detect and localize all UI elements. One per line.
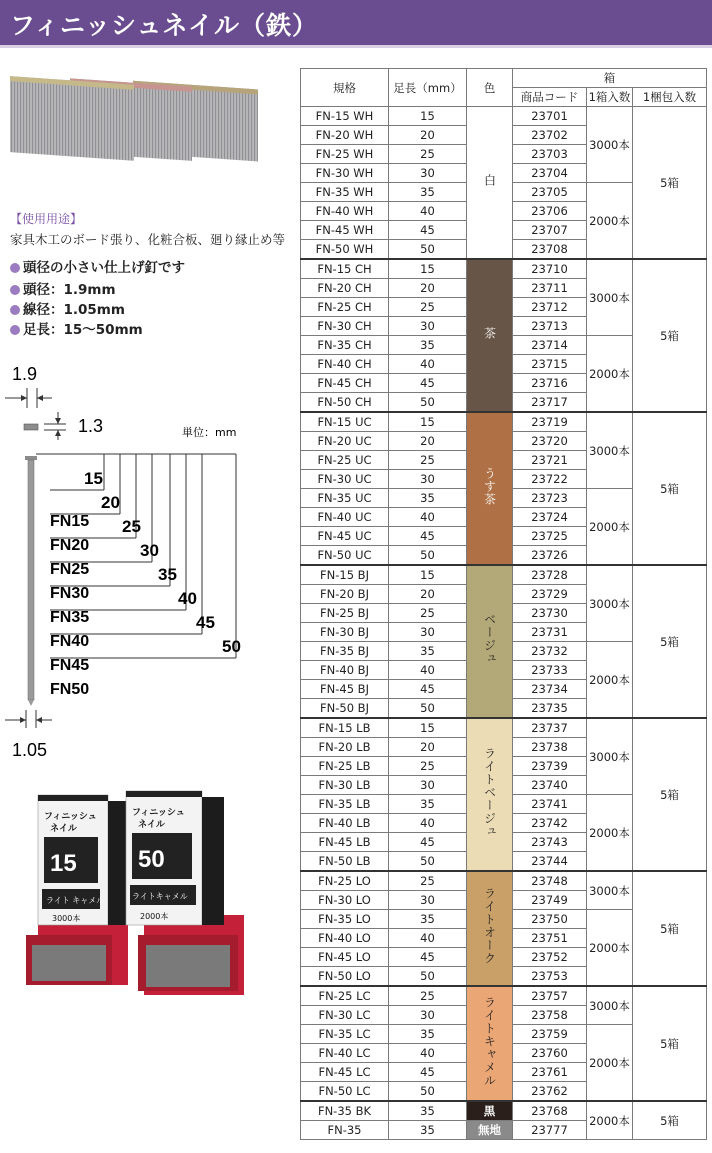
- spec-cell: FN-50 UC: [301, 546, 389, 566]
- per-box-cell: 2000本: [587, 489, 633, 566]
- length-cell: 35: [389, 795, 467, 814]
- per-box-cell: 2000本: [587, 910, 633, 987]
- model-label: FN45: [50, 657, 90, 674]
- length-cell: 30: [389, 164, 467, 183]
- svg-text:ネイル: ネイル: [50, 824, 77, 834]
- bullet-icon: [10, 325, 20, 335]
- spec-cell: FN-45 LO: [301, 948, 389, 967]
- product-code-cell: 23729: [513, 585, 587, 604]
- usage-text: 家具木工のボード張り、化粧合板、廻り縁止め等: [10, 232, 286, 247]
- length-cell: 45: [389, 948, 467, 967]
- length-cell: 25: [389, 604, 467, 623]
- length-cell: 40: [389, 202, 467, 221]
- head-width-label: 1.9: [12, 364, 38, 384]
- length-cell: 25: [389, 298, 467, 317]
- table-row: [301, 871, 707, 891]
- spec-cell: FN-45 LB: [301, 833, 389, 852]
- product-code-cell: 23751: [513, 929, 587, 948]
- color-label: 茶: [482, 326, 497, 340]
- length-cell: 20: [389, 432, 467, 451]
- length-cell: 50: [389, 1082, 467, 1102]
- spec-cell: FN-40 CH: [301, 355, 389, 374]
- spec-cell: FN-25 UC: [301, 451, 389, 470]
- table-row: [301, 107, 707, 126]
- product-code-cell: 23741: [513, 795, 587, 814]
- per-box-cell: 2000本: [587, 1101, 633, 1140]
- product-code-cell: 23761: [513, 1063, 587, 1082]
- product-code-cell: 23730: [513, 604, 587, 623]
- nail-strips-photo: [8, 70, 268, 180]
- product-code-cell: 23760: [513, 1044, 587, 1063]
- spec-cell: FN-30 UC: [301, 470, 389, 489]
- per-box-cell: 3000本: [587, 718, 633, 795]
- spec-cell: FN-35 LO: [301, 910, 389, 929]
- spec-cell: FN-40 LO: [301, 929, 389, 948]
- length-cell: 40: [389, 1044, 467, 1063]
- model-label: FN15: [50, 513, 90, 530]
- color-label: ライトオーク: [482, 887, 497, 965]
- usage-heading: 【使用用途】: [10, 212, 83, 226]
- model-label: FN25: [50, 561, 90, 578]
- per-box-cell: 3000本: [587, 565, 633, 642]
- spec-cell: FN-50 CH: [301, 393, 389, 413]
- length-cell: 40: [389, 814, 467, 833]
- length-cell: 25: [389, 986, 467, 1006]
- color-cell: 黒: [467, 1101, 513, 1121]
- length-label: 45: [196, 613, 215, 632]
- product-code-cell: 23705: [513, 183, 587, 202]
- model-label: FN35: [50, 609, 90, 626]
- length-cell: 50: [389, 393, 467, 413]
- spec-cell: FN-15 BJ: [301, 565, 389, 585]
- page-title: フィニッシュネイル（鉄）: [10, 11, 319, 40]
- color-cell: [467, 107, 513, 260]
- spec-cell: FN-45 UC: [301, 527, 389, 546]
- svg-text:50: 50: [138, 846, 165, 873]
- product-box-15: [26, 795, 128, 985]
- spec-cell: FN-25 WH: [301, 145, 389, 164]
- spec-cell: FN-45 BJ: [301, 680, 389, 699]
- length-cell: 35: [389, 642, 467, 661]
- length-cell: 20: [389, 279, 467, 298]
- per-bundle-cell: 5箱: [633, 565, 707, 718]
- color-cell: [467, 565, 513, 718]
- length-cell: 40: [389, 661, 467, 680]
- product-code-cell: 23744: [513, 852, 587, 872]
- length-cell: 15: [389, 565, 467, 585]
- length-cell: 45: [389, 1063, 467, 1082]
- product-code-cell: 23719: [513, 412, 587, 432]
- product-code-cell: 23734: [513, 680, 587, 699]
- product-code-cell: 23708: [513, 240, 587, 260]
- per-box-cell: 3000本: [587, 107, 633, 183]
- length-cell: 25: [389, 757, 467, 776]
- svg-text:2000本: 2000本: [140, 912, 169, 921]
- color-label: ライトキャメル: [482, 995, 497, 1087]
- color-cell: [467, 871, 513, 986]
- product-code-cell: 23722: [513, 470, 587, 489]
- length-label: 15: [84, 469, 103, 488]
- length-cell: 30: [389, 891, 467, 910]
- spec-cell: FN-30 LB: [301, 776, 389, 795]
- length-cell: 45: [389, 374, 467, 393]
- spec-cell: FN-35 WH: [301, 183, 389, 202]
- spec-cell: FN-20 LB: [301, 738, 389, 757]
- product-code-cell: 23739: [513, 757, 587, 776]
- length-cell: 40: [389, 355, 467, 374]
- bullet-icon: [10, 305, 20, 315]
- table-row: [301, 412, 707, 432]
- spec-cell: FN-20 UC: [301, 432, 389, 451]
- length-label: 25: [122, 517, 141, 536]
- spec-cell: FN-15 CH: [301, 259, 389, 279]
- product-code-cell: 23757: [513, 986, 587, 1006]
- product-code-cell: 23720: [513, 432, 587, 451]
- length-cell: 50: [389, 699, 467, 719]
- spec-cell: FN-30 LC: [301, 1006, 389, 1025]
- product-code-cell: 23715: [513, 355, 587, 374]
- spec-cell: FN-40 WH: [301, 202, 389, 221]
- length-cell: 30: [389, 470, 467, 489]
- spec-cell: FN-50 LO: [301, 967, 389, 987]
- product-code-cell: 23749: [513, 891, 587, 910]
- spec-cell: FN-35 BJ: [301, 642, 389, 661]
- length-cell: 20: [389, 585, 467, 604]
- per-bundle-cell: 5箱: [633, 871, 707, 986]
- feature-item: 頭径：1.9mm: [10, 278, 116, 298]
- length-cell: 50: [389, 967, 467, 987]
- length-cell: 35: [389, 183, 467, 202]
- length-cell: 15: [389, 718, 467, 738]
- header-length: 足長（mm）: [389, 69, 467, 107]
- spec-cell: FN-45 WH: [301, 221, 389, 240]
- model-label: FN30: [50, 585, 90, 602]
- product-code-cell: 23724: [513, 508, 587, 527]
- head-height-label: 1.3: [78, 416, 104, 436]
- bullet-icon: [10, 263, 20, 273]
- length-cell: 35: [389, 910, 467, 929]
- spec-cell: FN-15 UC: [301, 412, 389, 432]
- svg-text:15: 15: [50, 850, 77, 877]
- spec-cell: FN-40 LC: [301, 1044, 389, 1063]
- feature-item: 線径：1.05mm: [10, 298, 125, 318]
- per-bundle-cell: 5箱: [633, 718, 707, 871]
- feature-item: 足長：15〜50mm: [10, 318, 143, 338]
- length-cell: 45: [389, 680, 467, 699]
- spec-cell: FN-30 BJ: [301, 623, 389, 642]
- product-code-cell: 23732: [513, 642, 587, 661]
- per-box-cell: 2000本: [587, 795, 633, 872]
- product-code-cell: 23717: [513, 393, 587, 413]
- product-code-cell: 23759: [513, 1025, 587, 1044]
- spec-cell: FN-30 WH: [301, 164, 389, 183]
- spec-cell: FN-40 BJ: [301, 661, 389, 680]
- length-cell: 25: [389, 871, 467, 891]
- spec-cell: FN-20 BJ: [301, 585, 389, 604]
- product-boxes-photo: [18, 785, 258, 1000]
- length-label: 20: [101, 493, 120, 512]
- color-cell: [467, 718, 513, 871]
- color-cell: [467, 986, 513, 1101]
- product-code-cell: 23758: [513, 1006, 587, 1025]
- length-cell: 25: [389, 451, 467, 470]
- spec-cell: FN-35: [301, 1121, 389, 1140]
- length-cell: 15: [389, 107, 467, 126]
- length-label: 50: [222, 637, 241, 656]
- spec-cell: FN-50 BJ: [301, 699, 389, 719]
- spec-cell: FN-50 WH: [301, 240, 389, 260]
- length-label: 40: [178, 589, 197, 608]
- product-code-cell: 23731: [513, 623, 587, 642]
- color-cell: 無地: [467, 1121, 513, 1140]
- length-cell: 50: [389, 546, 467, 566]
- header-spec: 規格: [301, 69, 389, 107]
- svg-text:3000本: 3000本: [52, 914, 81, 923]
- per-box-cell: 2000本: [587, 642, 633, 719]
- per-box-cell: 2000本: [587, 1025, 633, 1102]
- svg-text:ライトキャメル: ライトキャメル: [132, 892, 188, 901]
- spec-cell: FN-45 CH: [301, 374, 389, 393]
- length-cell: 35: [389, 489, 467, 508]
- header-per-bundle: 1梱包入数: [633, 88, 707, 107]
- length-cell: 45: [389, 833, 467, 852]
- per-box-cell: 2000本: [587, 183, 633, 260]
- product-code-cell: 23704: [513, 164, 587, 183]
- bullet-icon: [10, 285, 20, 295]
- header-product-code: 商品コード: [513, 88, 587, 107]
- product-code-cell: 23711: [513, 279, 587, 298]
- length-cell: 35: [389, 1121, 467, 1140]
- length-cell: 40: [389, 508, 467, 527]
- length-cell: 15: [389, 412, 467, 432]
- length-cell: 35: [389, 1101, 467, 1121]
- length-cell: 35: [389, 1025, 467, 1044]
- unit-label: 単位：mm: [182, 426, 237, 439]
- product-code-cell: 23738: [513, 738, 587, 757]
- length-label: 30: [140, 541, 159, 560]
- product-box-50: [126, 791, 244, 995]
- length-cell: 25: [389, 145, 467, 164]
- header-color: 色: [467, 69, 513, 107]
- per-bundle-cell: 5箱: [633, 1101, 707, 1140]
- color-label: ベージュ: [482, 613, 497, 665]
- product-code-cell: 23762: [513, 1082, 587, 1102]
- spec-cell: FN-30 LO: [301, 891, 389, 910]
- spec-cell: FN-50 LC: [301, 1082, 389, 1102]
- spec-cell: FN-40 LB: [301, 814, 389, 833]
- per-bundle-cell: 5箱: [633, 259, 707, 412]
- length-cell: 50: [389, 240, 467, 260]
- product-code-cell: 23768: [513, 1101, 587, 1121]
- table-row: [301, 565, 707, 585]
- length-cell: 45: [389, 221, 467, 240]
- spec-cell: FN-40 UC: [301, 508, 389, 527]
- table-row: [301, 259, 707, 279]
- table-row: [301, 1101, 707, 1121]
- spec-cell: FN-20 WH: [301, 126, 389, 145]
- product-code-cell: 23701: [513, 107, 587, 126]
- model-label: FN50: [50, 681, 90, 698]
- table-row: [301, 986, 707, 1006]
- spec-cell: FN-35 UC: [301, 489, 389, 508]
- length-cell: 20: [389, 126, 467, 145]
- length-cell: 30: [389, 623, 467, 642]
- spec-cell: FN-25 LC: [301, 986, 389, 1006]
- product-code-cell: 23713: [513, 317, 587, 336]
- color-cell: [467, 259, 513, 412]
- spec-cell: FN-35 BK: [301, 1101, 389, 1121]
- spec-cell: FN-45 LC: [301, 1063, 389, 1082]
- product-code-cell: 23750: [513, 910, 587, 929]
- product-code-cell: 23748: [513, 871, 587, 891]
- product-code-cell: 23743: [513, 833, 587, 852]
- length-cell: 40: [389, 929, 467, 948]
- color-cell: [467, 412, 513, 565]
- product-code-cell: 23742: [513, 814, 587, 833]
- product-code-cell: 23728: [513, 565, 587, 585]
- color-label: 白: [482, 173, 497, 187]
- spec-cell: FN-15 LB: [301, 718, 389, 738]
- product-code-cell: 23735: [513, 699, 587, 719]
- length-cell: 15: [389, 259, 467, 279]
- spec-cell: FN-15 WH: [301, 107, 389, 126]
- product-code-cell: 23753: [513, 967, 587, 987]
- product-code-cell: 23733: [513, 661, 587, 680]
- per-bundle-cell: 5箱: [633, 986, 707, 1101]
- spec-table: [300, 68, 707, 1140]
- page-header: [0, 0, 712, 48]
- spec-cell: FN-35 LC: [301, 1025, 389, 1044]
- product-code-cell: 23703: [513, 145, 587, 164]
- nail-dimension-diagram: [0, 360, 292, 760]
- product-code-cell: 23740: [513, 776, 587, 795]
- color-label: ライトベージュ: [482, 746, 497, 838]
- svg-text:ライト キャメル: ライト キャメル: [46, 896, 105, 905]
- per-bundle-cell: 5箱: [633, 107, 707, 260]
- length-cell: 50: [389, 852, 467, 872]
- feature-item: 頭径の小さい仕上げ釘です: [10, 256, 185, 276]
- product-code-cell: 23726: [513, 546, 587, 566]
- spec-cell: FN-25 LO: [301, 871, 389, 891]
- product-code-cell: 23702: [513, 126, 587, 145]
- product-code-cell: 23737: [513, 718, 587, 738]
- spec-cell: FN-25 CH: [301, 298, 389, 317]
- svg-text:ネイル: ネイル: [138, 820, 165, 830]
- product-code-cell: 23712: [513, 298, 587, 317]
- spec-cell: FN-35 CH: [301, 336, 389, 355]
- color-label: うす茶: [482, 466, 497, 506]
- per-box-cell: 2000本: [587, 336, 633, 413]
- product-code-cell: 23710: [513, 259, 587, 279]
- svg-text:フィニッシュ: フィニッシュ: [132, 808, 185, 818]
- header-per-box: 1箱入数: [587, 88, 633, 107]
- spec-cell: FN-30 CH: [301, 317, 389, 336]
- product-code-cell: 23716: [513, 374, 587, 393]
- header-box: 箱: [513, 69, 707, 88]
- product-code-cell: 23723: [513, 489, 587, 508]
- length-cell: 30: [389, 776, 467, 795]
- product-code-cell: 23714: [513, 336, 587, 355]
- length-cell: 45: [389, 527, 467, 546]
- table-row: [301, 718, 707, 738]
- per-bundle-cell: 5箱: [633, 412, 707, 565]
- length-cell: 30: [389, 1006, 467, 1025]
- length-label: 35: [158, 565, 177, 584]
- length-cell: 35: [389, 336, 467, 355]
- spec-cell: FN-25 LB: [301, 757, 389, 776]
- product-code-cell: 23752: [513, 948, 587, 967]
- svg-text:フィニッシュ: フィニッシュ: [44, 812, 97, 822]
- model-label: FN20: [50, 537, 90, 554]
- per-box-cell: 3000本: [587, 986, 633, 1025]
- spec-cell: FN-25 BJ: [301, 604, 389, 623]
- wire-diameter-label: 1.05: [12, 740, 48, 760]
- per-box-cell: 3000本: [587, 412, 633, 489]
- per-box-cell: 3000本: [587, 871, 633, 910]
- product-code-cell: 23721: [513, 451, 587, 470]
- length-cell: 20: [389, 738, 467, 757]
- length-cell: 30: [389, 317, 467, 336]
- product-code-cell: 23725: [513, 527, 587, 546]
- product-code-cell: 23777: [513, 1121, 587, 1140]
- spec-cell: FN-20 CH: [301, 279, 389, 298]
- spec-cell: FN-50 LB: [301, 852, 389, 872]
- product-code-cell: 23706: [513, 202, 587, 221]
- per-box-cell: 3000本: [587, 259, 633, 336]
- model-label: FN40: [50, 633, 90, 650]
- spec-cell: FN-35 LB: [301, 795, 389, 814]
- product-code-cell: 23707: [513, 221, 587, 240]
